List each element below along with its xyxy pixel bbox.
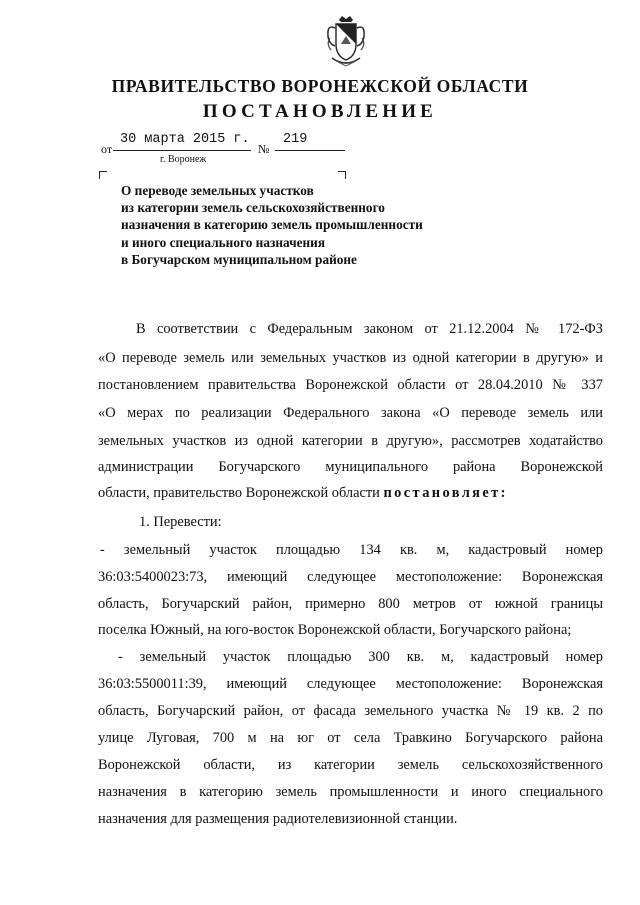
resolution-keyword: постановляет:	[383, 485, 508, 501]
document-number: 219	[283, 132, 308, 147]
subject-line: О переводе земельных участков	[121, 183, 314, 198]
subject-line: и иного специального назначения	[121, 234, 326, 250]
document-date: 30 марта 2015 г.	[120, 132, 250, 147]
body-text: области, правительство Воронежской области	[98, 485, 380, 501]
bracket-corner-left	[99, 171, 107, 179]
body-line: «О переводе земель или земельных участков из одной категории в другую» и	[98, 350, 603, 366]
body-line	[98, 485, 508, 502]
body-line: «О мерах по реализации Федерального закона «О переводе земель или	[98, 405, 603, 421]
subject-line: из категории земель сельскохозяйственного	[121, 200, 385, 216]
body-line: 36:03:5500011:39, имеющий следующее местоположение: Воронежская	[98, 676, 603, 692]
body-line: постановлением правительства Воронежской области от 28.04.2010 № 337	[98, 377, 603, 393]
body-line: 1. Перевести:	[139, 514, 222, 530]
document-type: ПОСТАНОВЛЕНИЕ	[202, 101, 438, 122]
date-prefix: от	[101, 142, 113, 156]
body-line: Воронежской области, из категории земель сельскохозяйственного	[98, 757, 603, 773]
body-line: поселка Южный, на юго-восток Воронежской области, Богучарского района;	[98, 622, 572, 638]
subject-line: в Богучарском муниципальном районе	[121, 251, 357, 267]
body-line: В соответствии с Федеральным законом от 21.12.2004 № 172-ФЗ	[136, 321, 603, 337]
coat-of-arms-icon	[323, 14, 369, 70]
body-line: - земельный участок площадью 134 кв. м, кадастровый номер	[100, 542, 603, 558]
body-line: область, Богучарский район, примерно 800 метров от южной границы	[98, 596, 603, 612]
subject-line: назначения в категорию земель промышленности	[121, 217, 423, 233]
bracket-corner-right	[338, 171, 346, 179]
body-line: область, Богучарский район, от фасада земельного участка № 19 кв. 2 по	[98, 703, 603, 719]
body-line: 36:03:5400023:73, имеющий следующее местоположение: Воронежская	[98, 569, 603, 585]
government-title: ПРАВИТЕЛЬСТВО ВОРОНЕЖСКОЙ ОБЛАСТИ	[111, 76, 529, 96]
city-label: г. Воронеж	[160, 154, 207, 165]
body-line: улице Луговая, 700 м на юг от села Травкино Богучарского района	[98, 730, 603, 746]
body-line: назначения в категорию земель промышленности и иного специального	[98, 784, 603, 800]
body-line: земельных участков из одной категории в другую», рассмотрев ходатайство	[98, 433, 603, 449]
body-line: администрации Богучарского муниципального района Воронежской	[98, 459, 603, 475]
body-line: назначения для размещения радиотелевизионной станции.	[98, 811, 458, 827]
document-subject	[121, 182, 501, 268]
body-line: - земельный участок площадью 300 кв. м, кадастровый номер	[118, 649, 603, 665]
number-prefix: №	[258, 142, 270, 156]
